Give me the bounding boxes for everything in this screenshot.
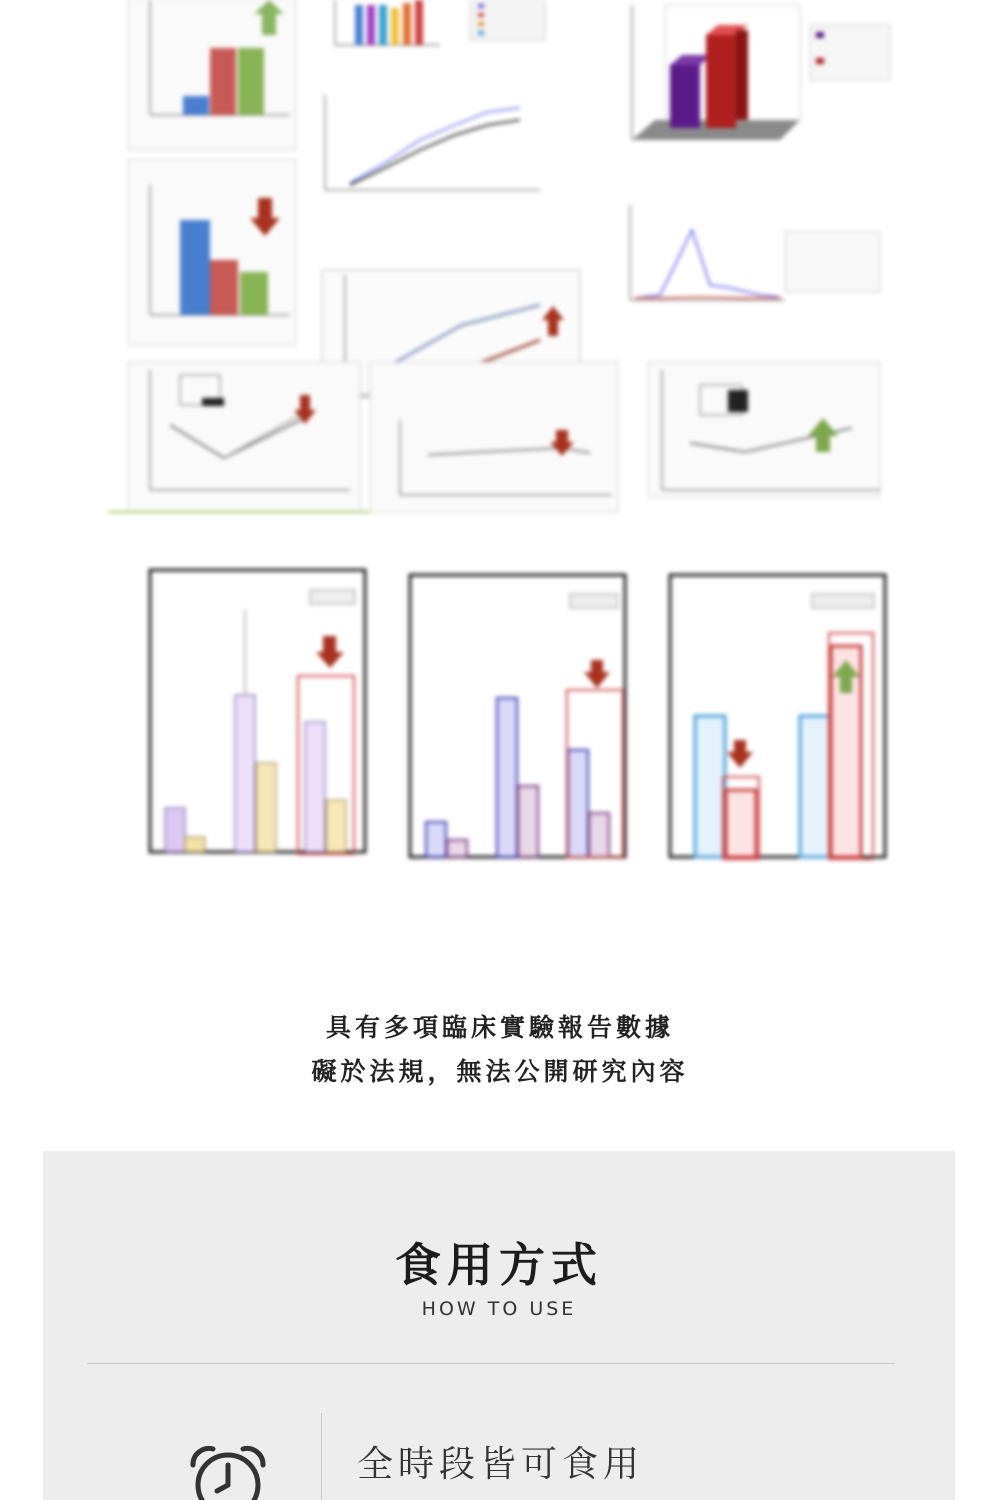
usage-item-text: 全時段皆可食用: [357, 1444, 645, 1485]
item-separator: [321, 1413, 322, 1500]
section-title: 食用方式: [395, 1238, 603, 1292]
caption-line-1: 具有多項臨床實驗報告數據: [325, 1013, 674, 1042]
section-divider: [87, 1363, 895, 1364]
chart-d: [128, 160, 296, 345]
chart-l: [410, 575, 625, 857]
caption-line-2: 礙於法規，無法公開研究內容: [311, 1057, 689, 1086]
chart-h: [108, 362, 370, 512]
how-to-use-panel: [43, 1151, 955, 1500]
chart-m: [670, 575, 885, 859]
alarm-clock-icon: [183, 1441, 273, 1500]
chart-i: [370, 362, 618, 512]
chart-a: [128, 0, 296, 150]
section-subtitle: HOW TO USE: [421, 1298, 577, 1320]
chart-k: [150, 570, 365, 854]
chart-j: [648, 362, 880, 497]
